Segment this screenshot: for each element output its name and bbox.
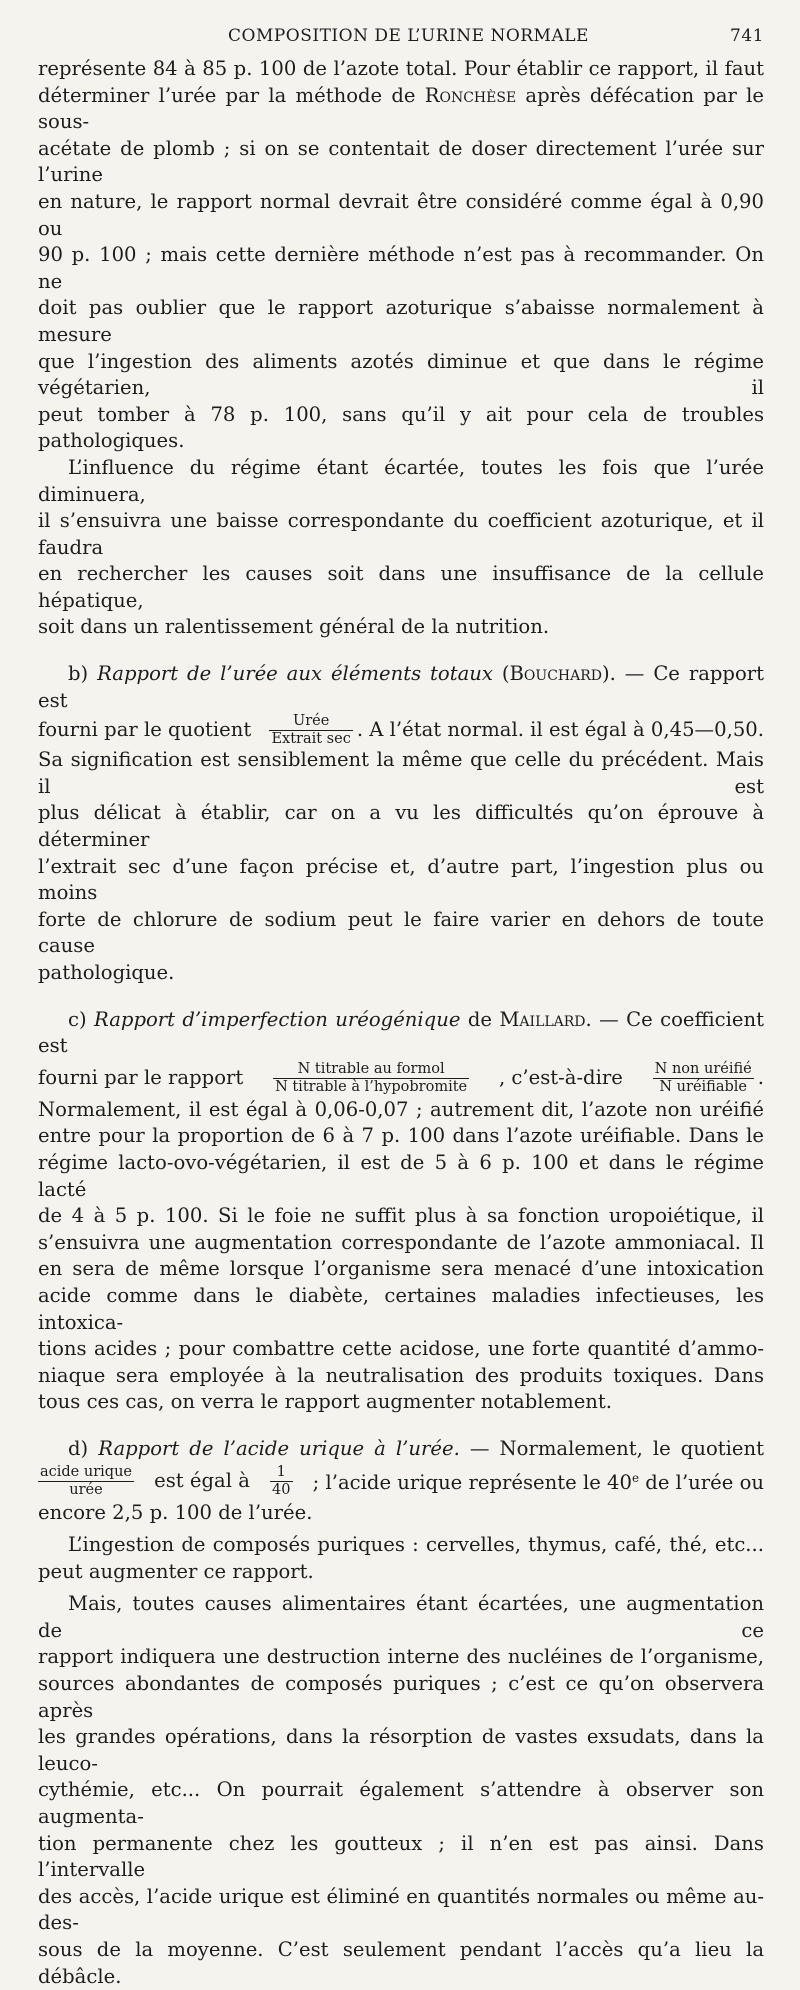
- fraction-numerator: N titrable au formol: [273, 1062, 469, 1079]
- running-head: [38, 26, 764, 46]
- paragraph-azoturic-ratio: [38, 56, 764, 455]
- text-line: les grandes opérations, dans la résorption de vastes exsudats, dans la leuco-: [38, 1725, 764, 1775]
- text-line: tions acides ; pour combattre cette acidose, une forte quantité d’ammo-: [38, 1337, 764, 1361]
- author-name: Ronchèse: [424, 83, 517, 107]
- text-line: peut augmenter ce rapport.: [38, 1559, 314, 1583]
- spacer: [38, 1416, 764, 1436]
- text-line: niaque sera employée à la neutralisation des produits toxiques. Dans: [38, 1363, 764, 1387]
- text-line: tion permanente chez les goutteux ; il n’en est pas ainsi. Dans l’intervalle: [38, 1831, 764, 1882]
- fraction: [269, 714, 352, 747]
- fraction: [38, 1465, 134, 1498]
- text-line: L’ingestion de composés puriques : cervelles, thymus, café, thé, etc...: [68, 1533, 764, 1557]
- section-heading: Rapport d’imperfection uréogénique: [94, 1007, 461, 1031]
- fraction-numerator: 1: [270, 1465, 292, 1482]
- text-segment: ; l’acide urique représente le 40e de l’urée ou: [312, 1471, 764, 1495]
- text-segment: , c’est-à-dire: [498, 1065, 623, 1089]
- section-heading-line: d) Rapport de l’acide urique à l’urée. — Normalement, le quotient: [68, 1436, 764, 1460]
- text-line: peut tomber à 78 p. 100, sans qu’il y ait pour cela de troubles pathologiques.: [38, 402, 764, 453]
- section-c: [38, 1007, 764, 1416]
- text-line: Sa signification est sensiblement la même que celle du précédent. Mais il est: [38, 748, 764, 798]
- fraction-denominator: Extrait sec: [271, 731, 351, 748]
- fraction-denominator: N titrable à l’hypobromite: [275, 1078, 468, 1095]
- text-line: des accès, l’acide urique est éliminé en quantités normales ou même au-des-: [38, 1884, 764, 1935]
- text-segment: fourni par le quotient: [38, 718, 252, 742]
- section-heading-line: c) Rapport d’imperfection uréogénique de Maillard. — Ce coefficient est: [38, 1007, 764, 1058]
- fraction-numerator: N non uréifié: [654, 1060, 752, 1077]
- formula-line: [38, 714, 764, 747]
- text-line: de 4 à 5 p. 100. Si le foie ne suffit plus à sa fonction uropoiétique, il: [38, 1204, 764, 1228]
- text-line: régime lacto-ovo-végétarien, il est de 5 à 6 p. 100 et dans le régime lacté: [38, 1150, 764, 1201]
- fraction-numerator: acide urique: [40, 1463, 132, 1480]
- text-segment: fourni par le rapport: [38, 1065, 244, 1089]
- page-number: 741: [730, 26, 764, 46]
- fraction-numerator: Urée: [269, 714, 352, 731]
- text-line: déterminer l’urée par la méthode de Ronchèse après défécation par le sous-: [38, 83, 764, 134]
- text-line: plus délicat à établir, car on a vu les difficultés qu’on éprouve à déterminer: [38, 801, 764, 852]
- fraction: [273, 1062, 469, 1095]
- section-heading-line: b) Rapport de l’urée aux éléments totaux (Bouchard). — Ce rapport est: [38, 662, 764, 712]
- text-line: rapport indiquera une destruction interne des nucléines de l’organisme,: [38, 1645, 764, 1669]
- author-name: Maillard: [499, 1007, 586, 1031]
- fraction-denominator: urée: [69, 1481, 103, 1498]
- text-line: pathologique.: [38, 961, 175, 984]
- paragraph-purine-ingestion: [38, 1532, 764, 1585]
- spacer: [38, 987, 764, 1007]
- text-line: représente 84 à 85 p. 100 de l’azote total. Pour établir ce rapport, il faut: [38, 57, 764, 80]
- text-segment: . A l’état normal. il est égal à 0,45—0,50.: [356, 718, 764, 742]
- text-line: soit dans un ralentissement général de la nutrition.: [38, 615, 550, 639]
- paragraph-final: [38, 1591, 764, 1990]
- text-line: en sera de même lorsque l’organisme sera menacé d’une intoxication: [38, 1257, 764, 1281]
- text-line: tous ces cas, on verra le rapport augmenter notablement.: [38, 1390, 613, 1414]
- running-title: COMPOSITION DE L’URINE NORMALE: [228, 26, 589, 46]
- text-line: 90 p. 100 ; mais cette dernière méthode n’est pas à recommander. On ne: [38, 243, 764, 293]
- text-line: Mais, toutes causes alimentaires étant écartées, une augmentation de ce: [38, 1592, 764, 1642]
- text-line: en rechercher les causes soit dans une insuffisance de la cellule hépatique,: [38, 562, 764, 612]
- section-d: [38, 1436, 764, 1526]
- paragraph-diet-influence: [38, 455, 764, 641]
- text-line: sources abondantes de composés puriques ; c’est ce qu’on observera après: [38, 1672, 764, 1722]
- text-line: forte de chlorure de sodium peut le faire varier en dehors de toute cause: [38, 907, 764, 958]
- text-line: en nature, le rapport normal devrait être considéré comme égal à 0,90 ou: [38, 189, 764, 240]
- text-segment: est égal à: [154, 1468, 250, 1492]
- spacer: [38, 641, 764, 661]
- text-line: sous de la moyenne. C’est seulement pendant l’accès qu’a lieu la débâcle.: [38, 1938, 764, 1988]
- author-name: Bouchard: [509, 662, 603, 686]
- section-heading: Rapport de l’urée aux éléments totaux: [97, 662, 493, 686]
- text-line: il s’ensuivra une baisse correspondante du coefficient azoturique, et il faudra: [38, 509, 764, 559]
- fraction: [653, 1062, 754, 1095]
- text-line: acide comme dans le diabète, certaines maladies infectieuses, les intoxica-: [38, 1283, 764, 1334]
- text-line: entre pour la proportion de 6 à 7 p. 100 dans l’azote uréifiable. Dans le: [38, 1124, 764, 1148]
- text-line: doit pas oublier que le rapport azoturique s’abaisse normalement à mesure: [38, 296, 764, 346]
- fraction-denominator: 40: [272, 1481, 291, 1498]
- section-b: [38, 661, 764, 987]
- fraction-denominator: N uréifiable: [659, 1078, 747, 1095]
- formula-line: fourni par le rapport $\frac{\text{N titrable au formol}}{\text{N titrable à l’hypobromite}}$ , c’est-à-dire $\frac{\text{N non uréifié}}{\text{N uréifiable}}$ .: [38, 1060, 764, 1095]
- text-line: Normalement, il est égal à 0,06-0,07 ; autrement dit, l’azote non uréifié: [38, 1097, 764, 1121]
- text-line: s’ensuivra une augmentation correspondante de l’azote ammoniacal. Il: [38, 1230, 764, 1254]
- text-line: cythémie, etc... On pourrait également s’attendre à observer son augmenta-: [38, 1778, 764, 1829]
- text-line: l’extrait sec d’une façon précise et, d’autre part, l’ingestion plus ou moins: [38, 854, 764, 905]
- text-line: acétate de plomb ; si on se contentait de doser directement l’urée sur l’urine: [38, 136, 764, 187]
- text-line: que l’ingestion des aliments azotés diminue et que dans le régime végétarien, il: [38, 349, 764, 400]
- formula-line: [38, 1465, 764, 1498]
- section-heading: Rapport de l’acide urique à l’urée.: [98, 1436, 460, 1460]
- text-line: L’influence du régime étant écartée, toutes les fois que l’urée diminuera,: [38, 455, 764, 506]
- text-line: encore 2,5 p. 100 de l’urée.: [38, 1500, 313, 1524]
- fraction: [270, 1465, 292, 1498]
